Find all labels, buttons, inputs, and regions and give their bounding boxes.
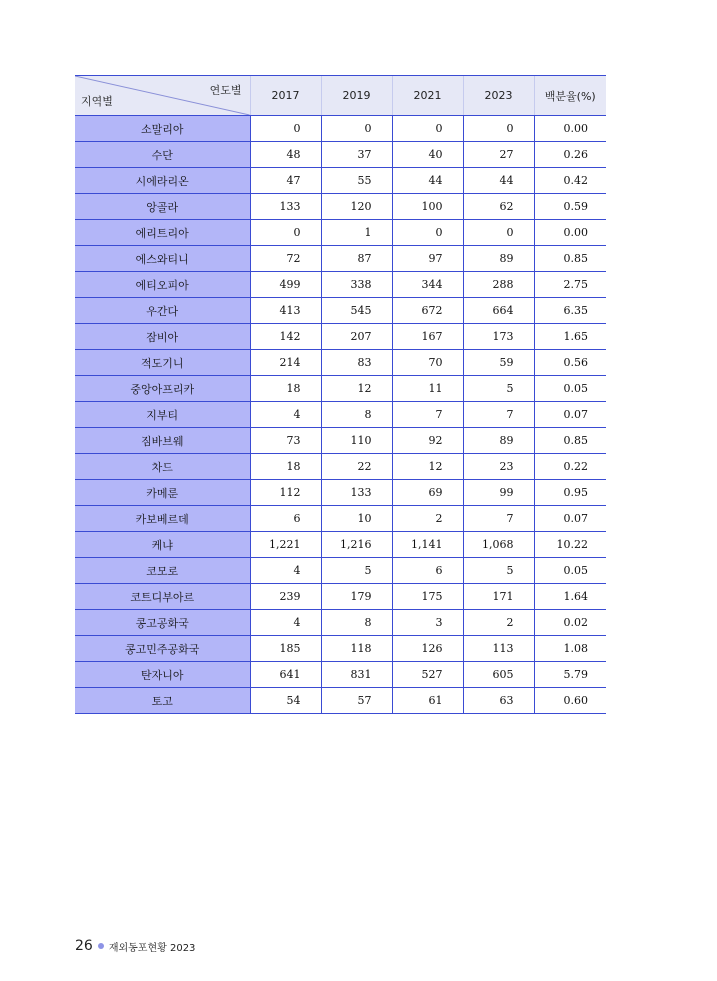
region-name-cell: 지부티 xyxy=(75,402,250,428)
year-value-cell: 2 xyxy=(463,610,534,636)
year-value-cell: 5 xyxy=(463,376,534,402)
year-value-cell: 672 xyxy=(392,298,463,324)
region-name-cell: 코트디부아르 xyxy=(75,584,250,610)
year-value-cell: 831 xyxy=(321,662,392,688)
table-row xyxy=(75,688,606,714)
year-value-cell: 4 xyxy=(250,402,321,428)
year-value-cell: 142 xyxy=(250,324,321,350)
region-name-cell: 콩고공화국 xyxy=(75,610,250,636)
percent-cell: 0.22 xyxy=(534,454,606,480)
bullet-dot-icon xyxy=(98,943,104,949)
header-col-2017: 2017 xyxy=(250,76,321,116)
year-value-cell: 0 xyxy=(463,116,534,142)
year-value-cell: 112 xyxy=(250,480,321,506)
year-value-cell: 1 xyxy=(321,220,392,246)
table-row xyxy=(75,272,606,298)
region-name-cell: 시에라리온 xyxy=(75,168,250,194)
year-value-cell: 6 xyxy=(392,558,463,584)
year-value-cell: 48 xyxy=(250,142,321,168)
table-row xyxy=(75,636,606,662)
year-value-cell: 27 xyxy=(463,142,534,168)
year-value-cell: 69 xyxy=(392,480,463,506)
year-value-cell: 22 xyxy=(321,454,392,480)
table-header-row xyxy=(75,76,606,116)
year-value-cell: 171 xyxy=(463,584,534,610)
table-row xyxy=(75,142,606,168)
table-row xyxy=(75,558,606,584)
year-value-cell: 338 xyxy=(321,272,392,298)
year-value-cell: 605 xyxy=(463,662,534,688)
year-value-cell: 113 xyxy=(463,636,534,662)
year-value-cell: 207 xyxy=(321,324,392,350)
year-value-cell: 23 xyxy=(463,454,534,480)
header-col-percent: 백분율(%) xyxy=(534,76,606,116)
percent-cell: 0.02 xyxy=(534,610,606,636)
year-value-cell: 8 xyxy=(321,402,392,428)
year-value-cell: 18 xyxy=(250,376,321,402)
year-value-cell: 59 xyxy=(463,350,534,376)
region-name-cell: 카메룬 xyxy=(75,480,250,506)
year-value-cell: 70 xyxy=(392,350,463,376)
region-name-cell: 차드 xyxy=(75,454,250,480)
percent-cell: 6.35 xyxy=(534,298,606,324)
year-value-cell: 1,216 xyxy=(321,532,392,558)
percent-cell: 0.07 xyxy=(534,506,606,532)
publication-title: 재외동포현황 2023 xyxy=(108,942,196,954)
year-value-cell: 11 xyxy=(392,376,463,402)
percent-cell: 0.95 xyxy=(534,480,606,506)
region-name-cell: 콩고민주공화국 xyxy=(75,636,250,662)
header-year-label: 연도별 xyxy=(209,84,242,97)
year-value-cell: 527 xyxy=(392,662,463,688)
table-row xyxy=(75,428,606,454)
year-value-cell: 185 xyxy=(250,636,321,662)
table-row xyxy=(75,246,606,272)
year-value-cell: 126 xyxy=(392,636,463,662)
table-row xyxy=(75,220,606,246)
year-value-cell: 1,221 xyxy=(250,532,321,558)
year-value-cell: 5 xyxy=(463,558,534,584)
year-value-cell: 344 xyxy=(392,272,463,298)
region-name-cell: 우간다 xyxy=(75,298,250,324)
percent-cell: 1.64 xyxy=(534,584,606,610)
year-value-cell: 5 xyxy=(321,558,392,584)
header-corner-cell xyxy=(75,76,250,116)
year-value-cell: 413 xyxy=(250,298,321,324)
year-value-cell: 89 xyxy=(463,246,534,272)
percent-cell: 0.00 xyxy=(534,116,606,142)
year-value-cell: 37 xyxy=(321,142,392,168)
year-value-cell: 0 xyxy=(250,116,321,142)
year-value-cell: 288 xyxy=(463,272,534,298)
table-row xyxy=(75,402,606,428)
table-row xyxy=(75,168,606,194)
table-row xyxy=(75,584,606,610)
year-value-cell: 1,141 xyxy=(392,532,463,558)
percent-cell: 0.85 xyxy=(534,428,606,454)
year-value-cell: 239 xyxy=(250,584,321,610)
year-value-cell: 4 xyxy=(250,610,321,636)
year-value-cell: 63 xyxy=(463,688,534,714)
year-value-cell: 100 xyxy=(392,194,463,220)
year-value-cell: 57 xyxy=(321,688,392,714)
region-name-cell: 케냐 xyxy=(75,532,250,558)
year-value-cell: 83 xyxy=(321,350,392,376)
table-row xyxy=(75,454,606,480)
percent-cell: 1.08 xyxy=(534,636,606,662)
year-value-cell: 110 xyxy=(321,428,392,454)
year-value-cell: 173 xyxy=(463,324,534,350)
percent-cell: 0.59 xyxy=(534,194,606,220)
header-col-2019: 2019 xyxy=(321,76,392,116)
year-value-cell: 4 xyxy=(250,558,321,584)
region-name-cell: 짐바브웨 xyxy=(75,428,250,454)
year-value-cell: 18 xyxy=(250,454,321,480)
region-name-cell: 수단 xyxy=(75,142,250,168)
percent-cell: 0.00 xyxy=(534,220,606,246)
percent-cell: 1.65 xyxy=(534,324,606,350)
page-number: 26 xyxy=(75,938,93,954)
percent-cell: 10.22 xyxy=(534,532,606,558)
year-value-cell: 0 xyxy=(250,220,321,246)
year-value-cell: 55 xyxy=(321,168,392,194)
region-name-cell: 에스와티니 xyxy=(75,246,250,272)
diaspora-statistics-table xyxy=(75,75,606,714)
region-name-cell: 잠비아 xyxy=(75,324,250,350)
year-value-cell: 3 xyxy=(392,610,463,636)
year-value-cell: 6 xyxy=(250,506,321,532)
year-value-cell: 47 xyxy=(250,168,321,194)
percent-cell: 0.26 xyxy=(534,142,606,168)
year-value-cell: 545 xyxy=(321,298,392,324)
region-name-cell: 토고 xyxy=(75,688,250,714)
year-value-cell: 73 xyxy=(250,428,321,454)
year-value-cell: 44 xyxy=(463,168,534,194)
year-value-cell: 87 xyxy=(321,246,392,272)
table-body xyxy=(75,116,606,714)
table-row xyxy=(75,480,606,506)
year-value-cell: 89 xyxy=(463,428,534,454)
year-value-cell: 214 xyxy=(250,350,321,376)
year-value-cell: 499 xyxy=(250,272,321,298)
table-row xyxy=(75,194,606,220)
year-value-cell: 12 xyxy=(321,376,392,402)
year-value-cell: 12 xyxy=(392,454,463,480)
year-value-cell: 133 xyxy=(250,194,321,220)
region-name-cell: 소말리아 xyxy=(75,116,250,142)
year-value-cell: 40 xyxy=(392,142,463,168)
percent-cell: 0.05 xyxy=(534,376,606,402)
year-value-cell: 7 xyxy=(463,402,534,428)
percent-cell: 0.42 xyxy=(534,168,606,194)
table-row xyxy=(75,610,606,636)
table-row xyxy=(75,350,606,376)
table-row xyxy=(75,298,606,324)
year-value-cell: 61 xyxy=(392,688,463,714)
percent-cell: 0.07 xyxy=(534,402,606,428)
year-value-cell: 62 xyxy=(463,194,534,220)
year-value-cell: 7 xyxy=(463,506,534,532)
table-row xyxy=(75,324,606,350)
year-value-cell: 0 xyxy=(321,116,392,142)
region-name-cell: 탄자니아 xyxy=(75,662,250,688)
year-value-cell: 1,068 xyxy=(463,532,534,558)
region-name-cell: 카보베르데 xyxy=(75,506,250,532)
table-row xyxy=(75,662,606,688)
year-value-cell: 179 xyxy=(321,584,392,610)
region-name-cell: 중앙아프리카 xyxy=(75,376,250,402)
region-name-cell: 적도기니 xyxy=(75,350,250,376)
year-value-cell: 118 xyxy=(321,636,392,662)
year-value-cell: 97 xyxy=(392,246,463,272)
year-value-cell: 72 xyxy=(250,246,321,272)
percent-cell: 0.05 xyxy=(534,558,606,584)
year-value-cell: 2 xyxy=(392,506,463,532)
year-value-cell: 99 xyxy=(463,480,534,506)
year-value-cell: 10 xyxy=(321,506,392,532)
year-value-cell: 175 xyxy=(392,584,463,610)
year-value-cell: 8 xyxy=(321,610,392,636)
year-value-cell: 0 xyxy=(392,220,463,246)
region-name-cell: 코모로 xyxy=(75,558,250,584)
year-value-cell: 133 xyxy=(321,480,392,506)
year-value-cell: 92 xyxy=(392,428,463,454)
year-value-cell: 54 xyxy=(250,688,321,714)
header-region-label: 지역별 xyxy=(81,95,113,108)
percent-cell: 0.60 xyxy=(534,688,606,714)
table-row xyxy=(75,376,606,402)
year-value-cell: 0 xyxy=(392,116,463,142)
year-value-cell: 120 xyxy=(321,194,392,220)
percent-cell: 2.75 xyxy=(534,272,606,298)
year-value-cell: 7 xyxy=(392,402,463,428)
page-footer xyxy=(75,938,195,954)
region-name-cell: 에리트리아 xyxy=(75,220,250,246)
table-row xyxy=(75,532,606,558)
header-col-2023: 2023 xyxy=(463,76,534,116)
percent-cell: 0.56 xyxy=(534,350,606,376)
percent-cell: 5.79 xyxy=(534,662,606,688)
header-col-2021: 2021 xyxy=(392,76,463,116)
year-value-cell: 664 xyxy=(463,298,534,324)
region-name-cell: 에티오피아 xyxy=(75,272,250,298)
table-row xyxy=(75,506,606,532)
year-value-cell: 0 xyxy=(463,220,534,246)
region-name-cell: 앙골라 xyxy=(75,194,250,220)
year-value-cell: 44 xyxy=(392,168,463,194)
year-value-cell: 167 xyxy=(392,324,463,350)
table-row xyxy=(75,116,606,142)
year-value-cell: 641 xyxy=(250,662,321,688)
percent-cell: 0.85 xyxy=(534,246,606,272)
